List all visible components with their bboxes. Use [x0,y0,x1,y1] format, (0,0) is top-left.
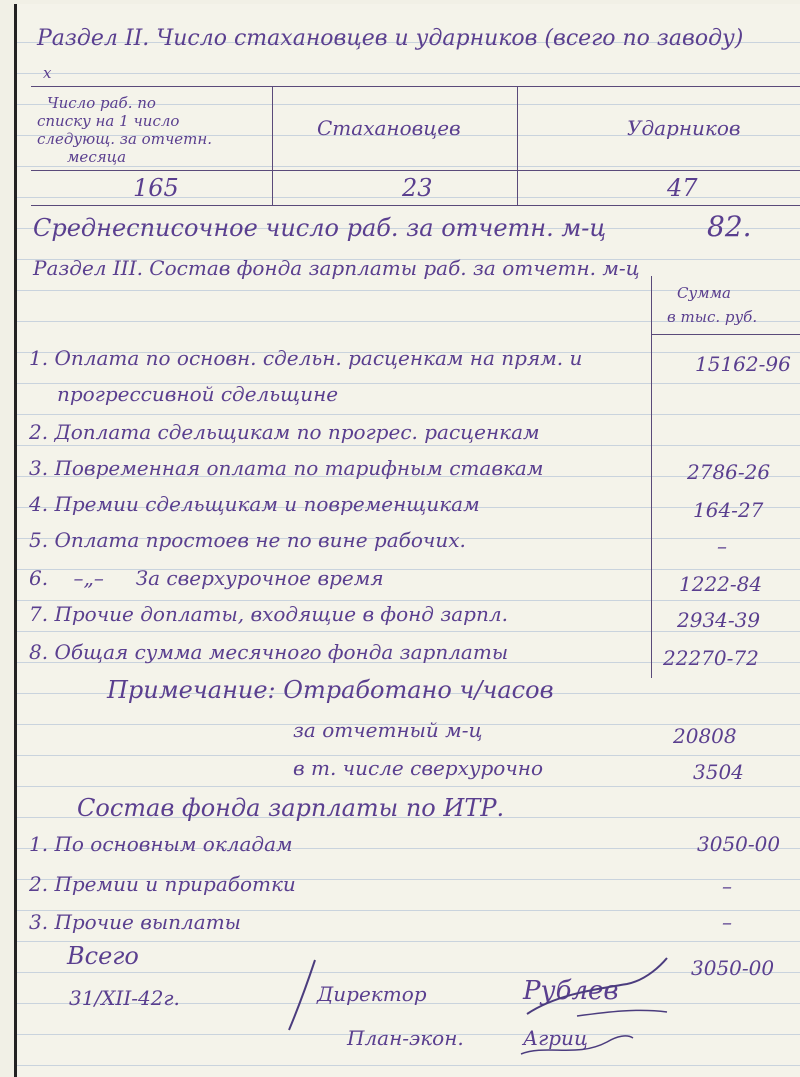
row-value: 164-27 [693,498,764,522]
director-signature: Рублев [523,976,619,1006]
itr-row-value: – [722,910,732,934]
col3-header: Ударников [627,116,741,140]
table-top-rule [31,86,800,87]
row-label: 3. Повременная оплата по тарифным ставкам [29,456,544,480]
director-signature-flourish [517,954,677,1024]
planner-label: План-экон. [347,1026,464,1050]
planner-signature-flourish [517,1024,637,1064]
sum-header-line: в тыс. руб. [667,308,758,326]
row-label: 1. Оплата по основн. сдельн. расценкам на прям. и [29,346,583,370]
row-label-continuation: прогрессивной сдельщине [57,382,339,406]
margin-mark: x [43,64,52,82]
row-value: 1222-84 [679,572,763,596]
row-label: 4. Премии сдельщикам и повременщикам [29,492,480,516]
row-value: 15162-96 [695,352,791,376]
row-value: – [717,534,727,558]
itr-row-value: – [722,874,732,898]
col1-header-line: следующ. за отчетн. [37,130,213,148]
row-label: 2. Доплата сдельщикам по прогрес. расценкам [29,420,540,444]
col2-value: 23 [402,174,433,202]
row-value: 2786-26 [687,460,771,484]
note-value-hours: 20808 [673,724,737,748]
itr-row-value: 3050-00 [697,832,781,856]
director-label: Директор [317,982,427,1006]
note-title: Примечание: Отработано ч/часов [107,676,554,704]
row-value: 22270-72 [663,646,759,670]
row-label: 5. Оплата простоев не по вине рабочих. [29,528,466,552]
document-sheet [14,4,800,1077]
col1-header-line: Число раб. по [47,94,156,112]
itr-total-label: Всего [67,942,139,970]
row-value: 2934-39 [677,608,761,632]
sum-column-rule [651,276,652,678]
document-date: 31/XII-42г. [69,986,180,1010]
col1-header-line: месяца [67,148,127,166]
itr-total-value: 3050-00 [691,956,775,980]
sum-header-line: Сумма [677,284,731,302]
col3-value: 47 [667,174,698,202]
itr-row-label: 1. По основным окладам [29,832,293,856]
note-line-overtime: в т. числе сверхурочно [293,756,543,780]
table-bottom-rule [31,205,800,206]
col1-value: 165 [133,174,179,202]
avg-workers-value: 82. [707,210,752,243]
itr-row-label: 2. Премии и приработки [29,872,296,896]
table-col-divider-2 [517,86,518,206]
row-label: 7. Прочие доплаты, входящие в фонд зарпл. [29,602,508,626]
planner-signature: Агриц [523,1026,588,1050]
col1-header-line: списку на 1 число [37,112,180,130]
note-value-overtime: 3504 [693,760,744,784]
section2-title: Раздел II. Число стахановцев и ударников (всего по заводу) [37,26,744,51]
section3-title: Раздел III. Состав фонда зарплаты раб. за отчетн. м-ц [33,256,640,280]
itr-row-label: 3. Прочие выплаты [29,910,241,934]
row-label: 6. –„– За сверхурочное время [29,566,384,590]
sum-header-rule [651,334,800,335]
note-line-hours: за отчетный м-ц [293,718,483,742]
table-header-rule [31,170,800,171]
col2-header: Стахановцев [317,116,461,140]
col1-header [37,94,257,166]
row-label: 8. Общая сумма месячного фонда зарплаты [29,640,509,664]
itr-title: Состав фонда зарплаты по ИТР. [77,794,505,822]
avg-workers-label: Среднесписочное число раб. за отчетн. м-ц [33,214,607,242]
table-col-divider-1 [272,86,273,206]
